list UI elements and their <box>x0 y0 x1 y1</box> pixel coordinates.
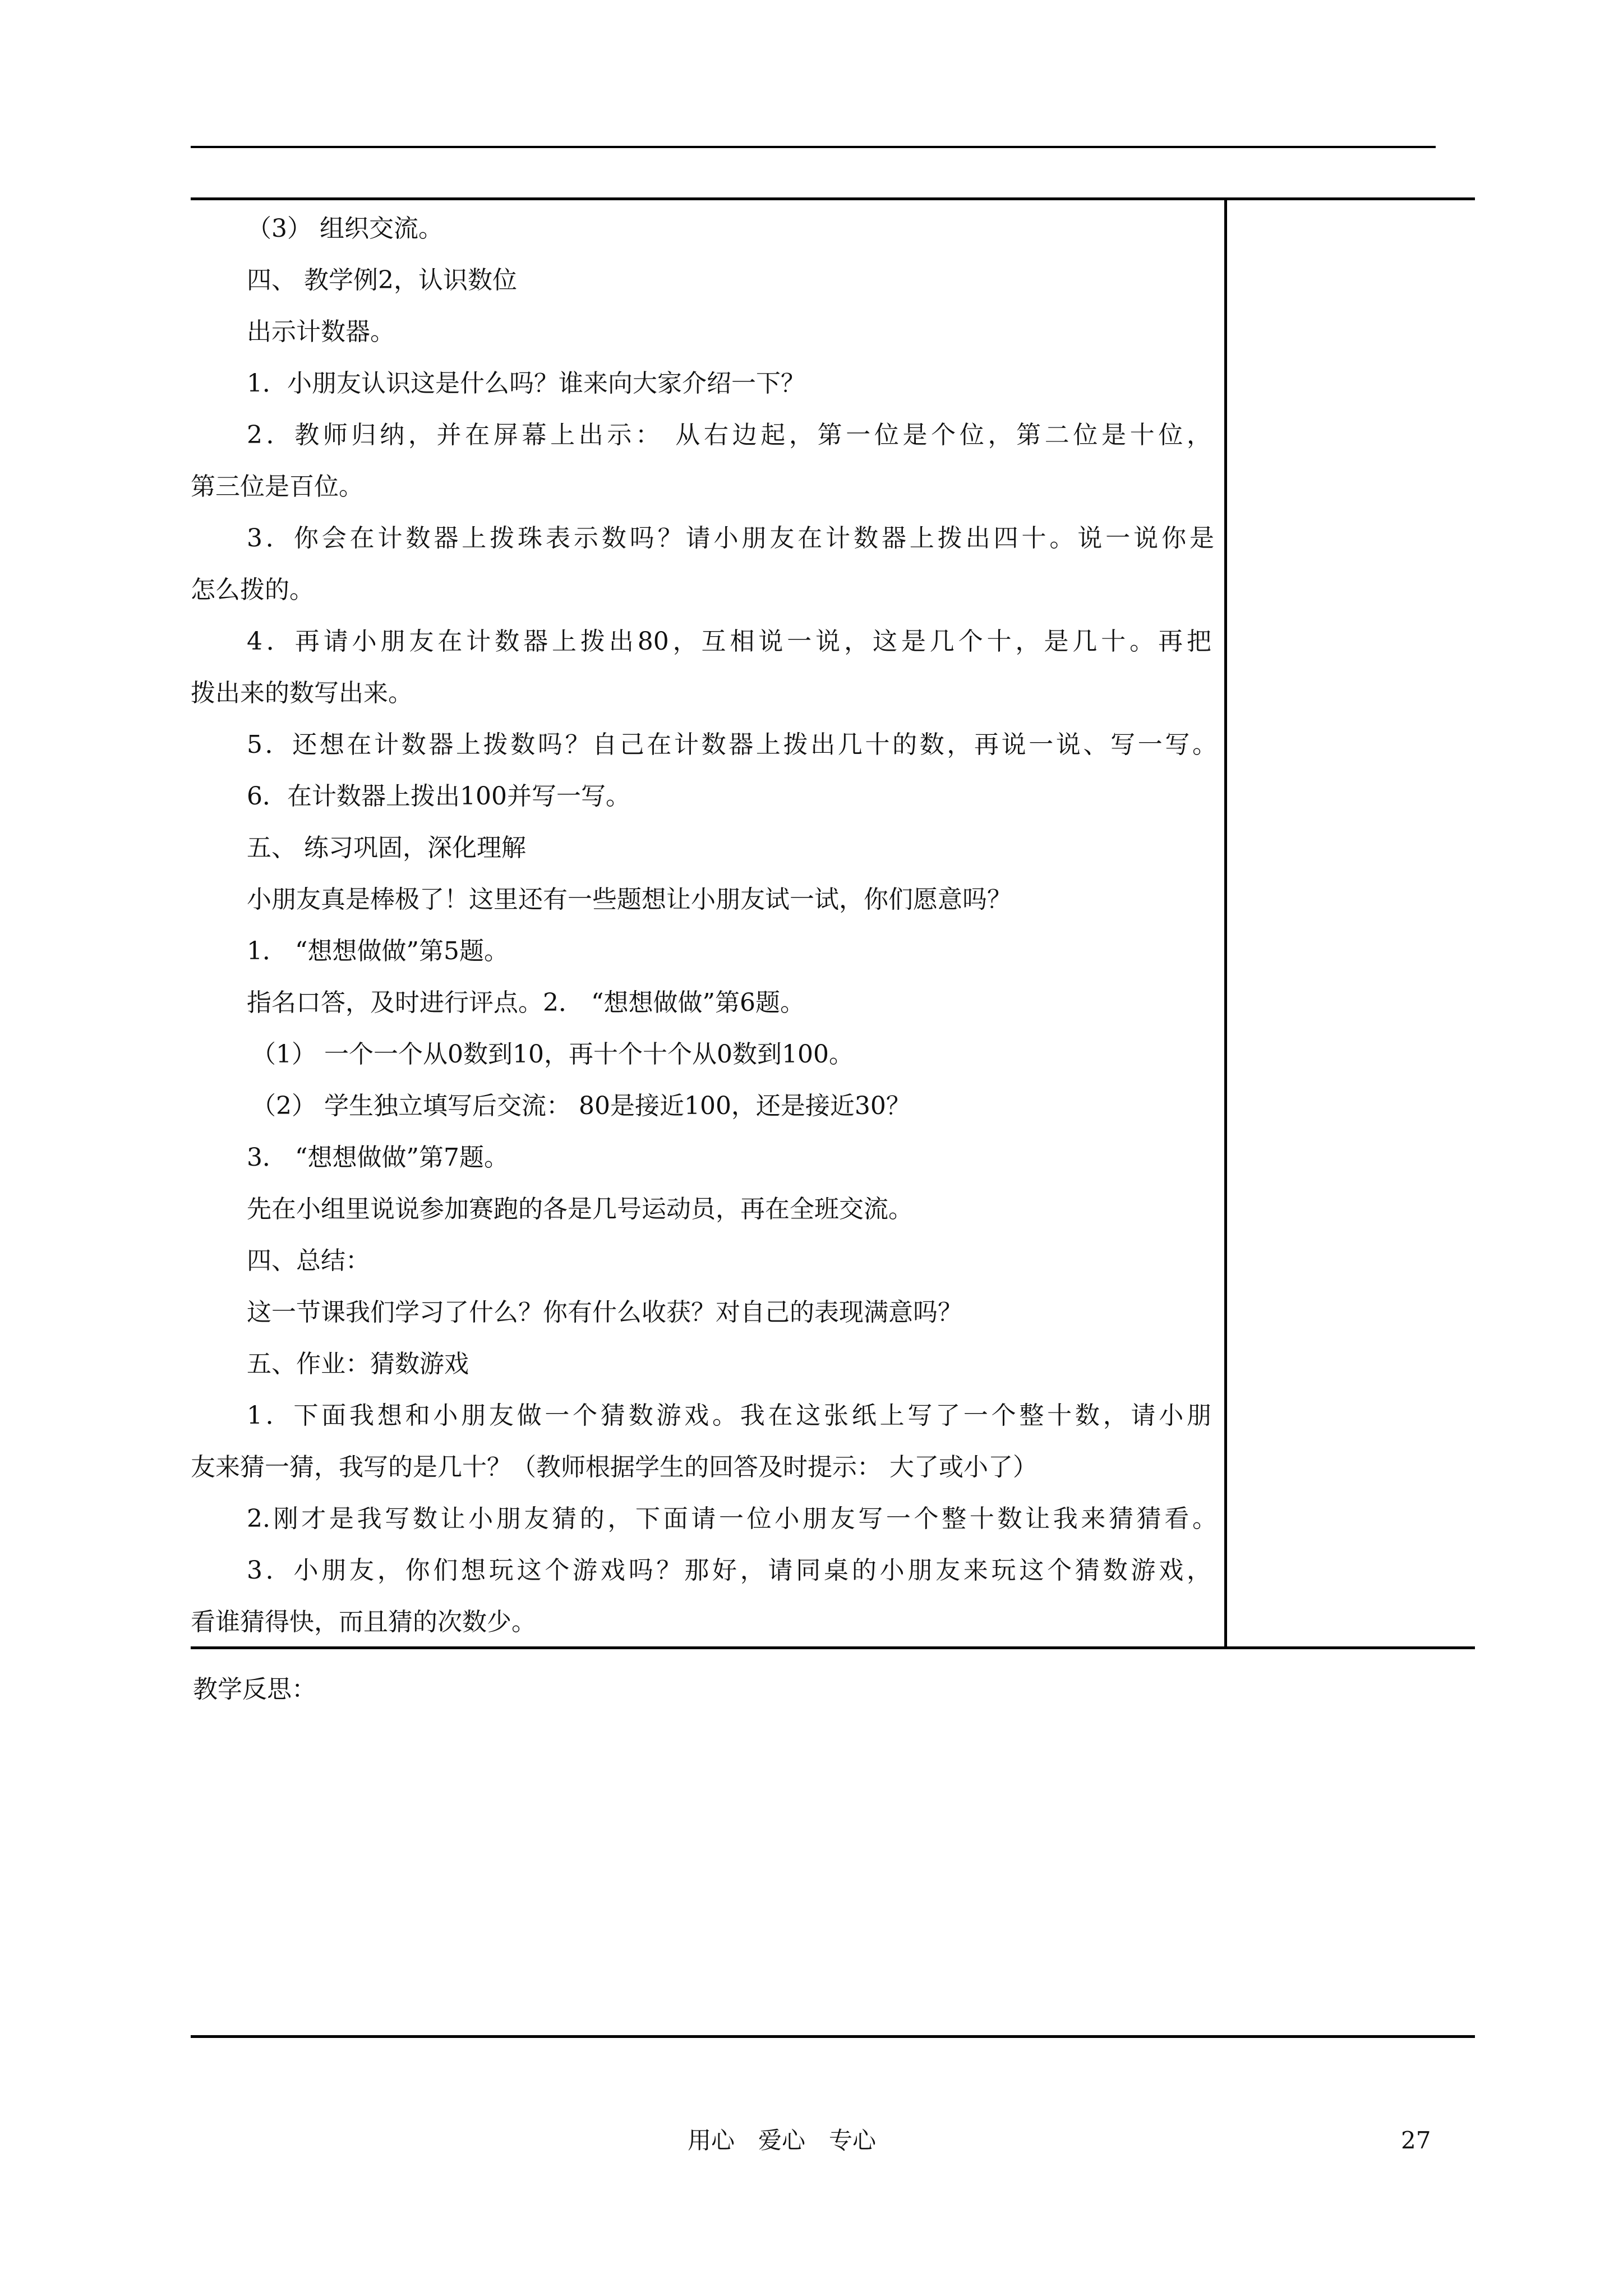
text-line: 1． “想想做做”第5题。 <box>247 937 509 965</box>
text-line: 4．再请小朋友在计数器上拨出80，互相说一说，这是几个十，是几十。再把 <box>247 627 1211 656</box>
text-line: 2.刚才是我写数让小朋友猜的，下面请一位小朋友写一个整十数让我来猜猜看。 <box>247 1504 1217 1533</box>
section-heading: 五、 练习巩固，深化理解 <box>247 834 526 862</box>
text-line: 2．教师归纳，并在屏幕上出示： 从右边起，第一位是个位，第二位是十位， <box>247 421 1211 449</box>
section-heading: 四、 教学例2，认识数位 <box>247 266 517 295</box>
text-line: 3．小朋友，你们想玩这个游戏吗？那好，请同桌的小朋友来玩这个猜数游戏， <box>247 1556 1211 1585</box>
text-line: 3．你会在计数器上拨珠表示数吗？请小朋友在计数器上拨出四十。说一说你是 <box>247 524 1214 553</box>
text-line: 1．小朋友认识这是什么吗？谁来向大家介绍一下？ <box>247 369 805 398</box>
footer-motto: 用心 爱心 专心 <box>688 2127 877 2154</box>
text-line: 拨出来的数写出来。 <box>191 679 413 707</box>
table-top-border <box>191 197 1475 200</box>
text-line: 怎么拨的。 <box>191 576 314 604</box>
text-line: （3） 组织交流。 <box>247 214 443 243</box>
text-line: 友来猜一猜，我写的是几十？（教师根据学生的回答及时提示： 大了或小了） <box>191 1453 1038 1481</box>
text-line: 第三位是百位。 <box>191 472 363 501</box>
section-heading: 四、总结： <box>247 1246 370 1275</box>
text-line: 出示计数器。 <box>247 318 395 346</box>
text-line: （2） 学生独立填写后交流： 80是接近100，还是接近30？ <box>251 1092 911 1120</box>
text-line: （1） 一个一个从0数到10，再十个十个从0数到100。 <box>251 1040 854 1069</box>
teaching-reflection-label: 教学反思： <box>193 1675 316 1704</box>
text-line: 指名口答，及时进行评点。2． “想想做做”第6题。 <box>247 988 805 1017</box>
text-line: 1．下面我想和小朋友做一个猜数游戏。我在这张纸上写了一个整十数，请小朋 <box>247 1401 1211 1430</box>
text-line: 5．还想在计数器上拨数吗？自己在计数器上拨出几十的数，再说一说、写一写。 <box>247 730 1217 759</box>
text-line: 这一节课我们学习了什么？你有什么收获？对自己的表现满意吗？ <box>247 1298 962 1327</box>
section-heading: 五、作业：猜数游戏 <box>247 1350 469 1378</box>
table-column-divider <box>1224 197 1227 1649</box>
text-line: 先在小组里说说参加赛跑的各是几号运动员，再在全班交流。 <box>247 1195 913 1223</box>
footer-rule <box>191 2035 1475 2038</box>
header-rule <box>191 146 1436 148</box>
text-line: 看谁猜得快，而且猜的次数少。 <box>191 1608 536 1636</box>
table-bottom-border <box>191 1646 1475 1649</box>
text-line: 3． “想想做做”第7题。 <box>247 1143 509 1172</box>
text-line: 6．在计数器上拨出100并写一写。 <box>247 782 630 811</box>
page-number: 27 <box>1401 2127 1431 2154</box>
text-line: 小朋友真是棒极了！这里还有一些题想让小朋友试一试，你们愿意吗？ <box>247 885 1012 914</box>
